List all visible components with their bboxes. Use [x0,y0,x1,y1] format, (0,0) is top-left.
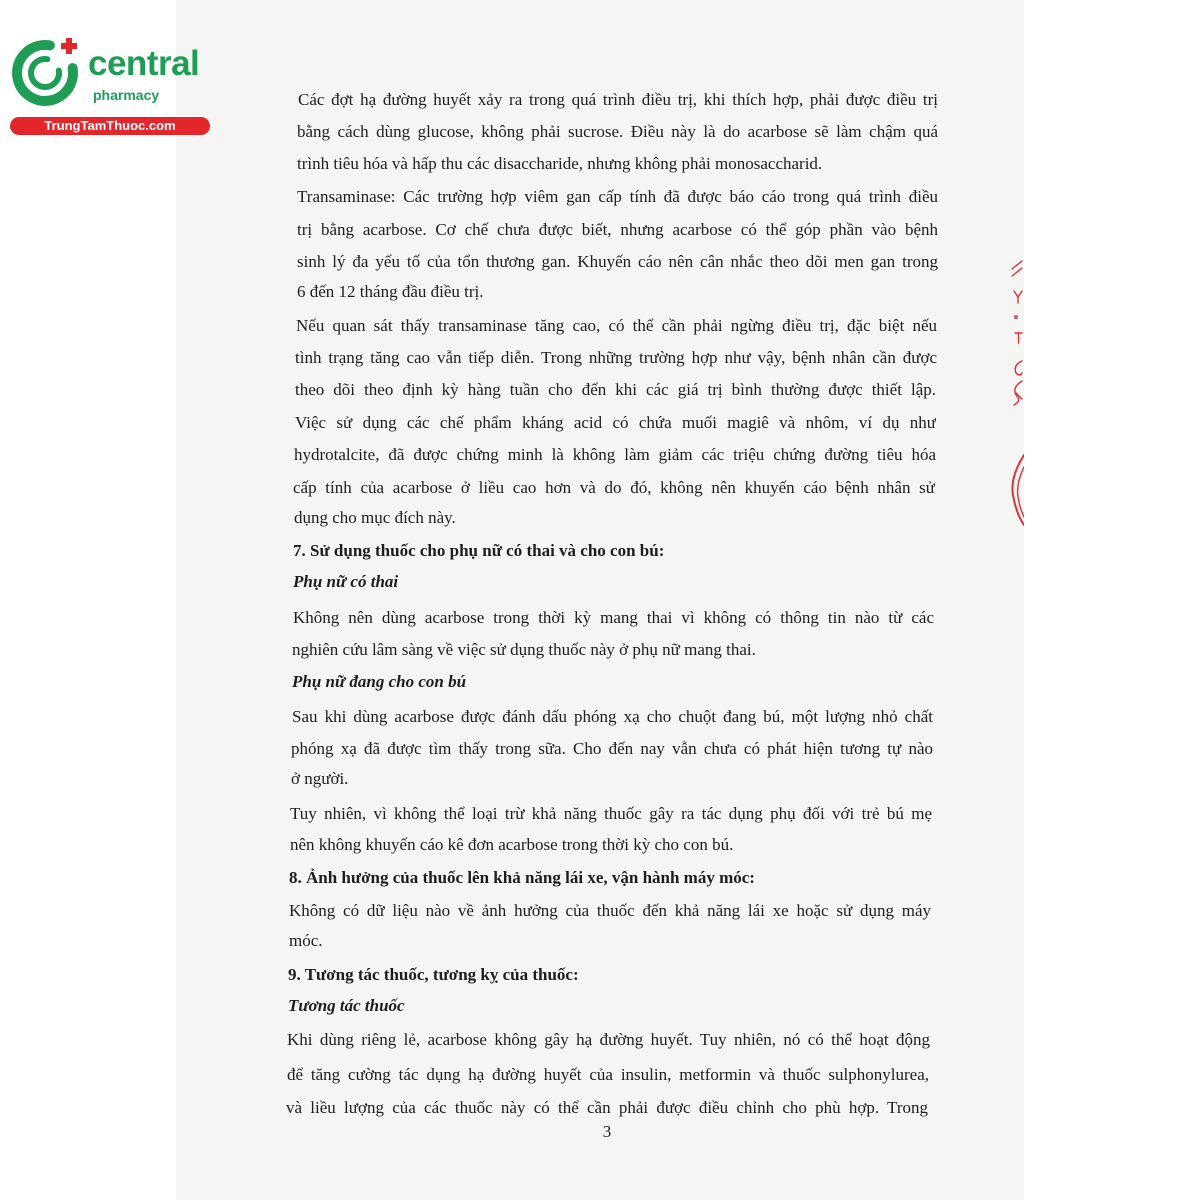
body-text-line: bằng cách dùng glucose, không phải sucrose. Điều này là do acarbose sẽ làm chậm quá [297,122,938,141]
section-heading: 8. Ảnh hưởng của thuốc lên khả năng lái xe, vận hành máy móc: [289,868,755,887]
body-text-line: Không nên dùng acarbose trong thời kỳ mang thai vì không có thông tin nào từ các [293,608,934,627]
body-text-line: móc. [289,931,323,950]
body-text-line: nên không khuyến cáo kê đơn acarbose trong thời kỳ cho con bú. [290,835,734,854]
body-text-line: để tăng cường tác dụng hạ đường huyết của insulin, metformin và thuốc sulphonylurea, [287,1065,929,1084]
subsection-heading: Phụ nữ đang cho con bú [292,672,467,691]
body-text-line: tình trạng tăng cao vẫn tiếp diễn. Trong những trường hợp như vậy, bệnh nhân cần được [295,348,937,367]
section-heading: 7. Sử dụng thuốc cho phụ nữ có thai và cho con bú: [293,541,665,560]
body-text-line: Tuy nhiên, vì không thể loại trừ khả năng thuốc gây ra tác dụng phụ đối với trẻ bú mẹ [290,804,932,823]
logo-subtitle: pharmacy [93,87,160,103]
body-text-line: trị bằng acarbose. Cơ chế chưa được biết, nhưng acarbose có thể góp phần vào bệnh [297,220,938,239]
body-text-line: Các đợt hạ đường huyết xảy ra trong quá trình điều trị, khi thích hợp, phải được điều trị [298,90,938,109]
body-text-line: Transaminase: Các trường hợp viêm gan cấp tính đã được báo cáo trong quá trình điều [297,187,938,206]
body-text-line: sinh lý đa yếu tố của tổn thương gan. Khuyến cáo nên cân nhắc theo dõi men gan trong [297,252,938,271]
red-seal-fragment-icon [1004,255,1024,545]
document-page [176,0,1024,1200]
body-text-line: theo dõi theo định kỳ hàng tuần cho đến khi các giá trị bình thường được thiết lập. [295,380,936,399]
body-text-line: Không có dữ liệu nào về ảnh hưởng của thuốc đến khả năng lái xe hoặc sử dụng máy [289,901,931,920]
body-text-line: Việc sử dụng các chế phẩm kháng acid có chứa muối magiê và nhôm, ví dụ như [295,413,936,432]
section-heading: 9. Tương tác thuốc, tương kỵ của thuốc: [288,965,579,984]
page-number: 3 [602,1122,612,1141]
logo-brand-name: central [88,44,200,83]
subsection-heading: Tương tác thuốc [288,996,405,1015]
central-pharmacy-logo[interactable] [0,0,220,140]
logo-website-banner[interactable]: TrungTamThuoc.com [10,117,210,135]
body-text-line: nghiên cứu lâm sàng về việc sử dụng thuốc này ở phụ nữ mang thai. [292,640,756,659]
body-text-line: 6 đến 12 tháng đầu điều trị. [297,282,484,301]
body-text-line: phóng xạ đã được tìm thấy trong sữa. Cho đến nay vẫn chưa có phát hiện tương tự nào [291,739,933,758]
body-text-line: Sau khi dùng acarbose được đánh dấu phóng xạ cho chuột đang bú, một lượng nhỏ chất [292,707,933,726]
body-text-line: trình tiêu hóa và hấp thu các disaccharide, nhưng không phải monosaccharid. [297,154,823,173]
body-text-line: Khi dùng riêng lẻ, acarbose không gây hạ đường huyết. Tuy nhiên, nó có thể hoạt động [287,1030,930,1049]
subsection-heading: Phụ nữ có thai [293,572,399,591]
body-text-line: Nếu quan sát thấy transaminase tăng cao, có thể cần phải ngừng điều trị, đặc biệt nếu [296,316,937,335]
body-text-line: ở người. [291,769,349,788]
central-pharmacy-c-plus-icon [0,30,90,114]
body-text-line: dụng cho mục đích này. [294,508,456,527]
body-text-line: cấp tính của acarbose ở liều cao hơn và do đó, không nên khuyến cáo bệnh nhân sử [293,478,935,497]
body-text-line: và liều lượng của các thuốc này có thể cần phải được điều chỉnh cho phù hợp. Trong [286,1098,928,1117]
body-text-line: hydrotalcite, đã được chứng minh là không làm giảm các triệu chứng đường tiêu hóa [294,445,936,464]
